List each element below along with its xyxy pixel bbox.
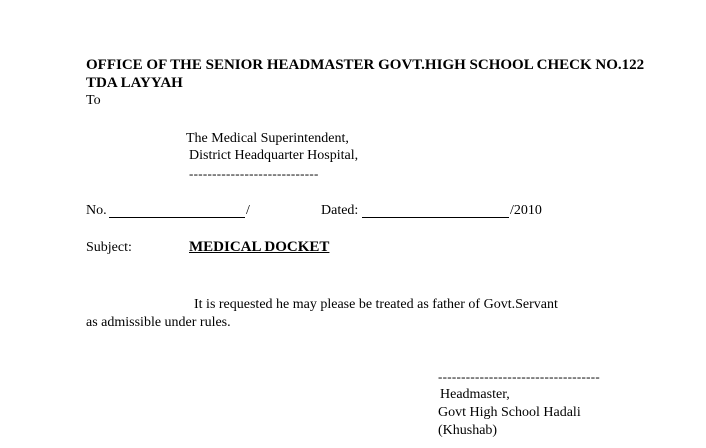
subject-value: MEDICAL DOCKET bbox=[189, 239, 330, 255]
signature-school: Govt High School Hadali bbox=[438, 405, 581, 420]
reference-number-label: No. bbox=[86, 203, 107, 218]
signature-title: Headmaster, bbox=[440, 387, 510, 402]
office-header: OFFICE OF THE SENIOR HEADMASTER GOVT.HIGH SCHOOL CHECK NO.122 TDA LAYYAH bbox=[86, 57, 645, 91]
subject-label: Subject: bbox=[86, 240, 132, 255]
recipient-line-1: The Medical Superintendent, bbox=[186, 131, 349, 146]
reference-number-separator: / bbox=[246, 203, 250, 218]
to-label: To bbox=[86, 93, 101, 108]
dated-label: Dated: bbox=[321, 203, 359, 218]
recipient-line-3: ---------------------------- bbox=[189, 166, 319, 181]
signature-line: ----------------------------------- bbox=[438, 369, 601, 384]
signature-district: (Khushab) bbox=[438, 423, 498, 438]
date-year: /2010 bbox=[510, 203, 542, 218]
date-blank bbox=[362, 217, 509, 218]
recipient-line-2: District Headquarter Hospital, bbox=[189, 148, 359, 163]
body-line-1: It is requested he may please be treated as father of Govt.Servant bbox=[194, 297, 558, 312]
body-line-2: as admissible under rules. bbox=[86, 315, 231, 330]
reference-number-blank bbox=[109, 217, 245, 218]
